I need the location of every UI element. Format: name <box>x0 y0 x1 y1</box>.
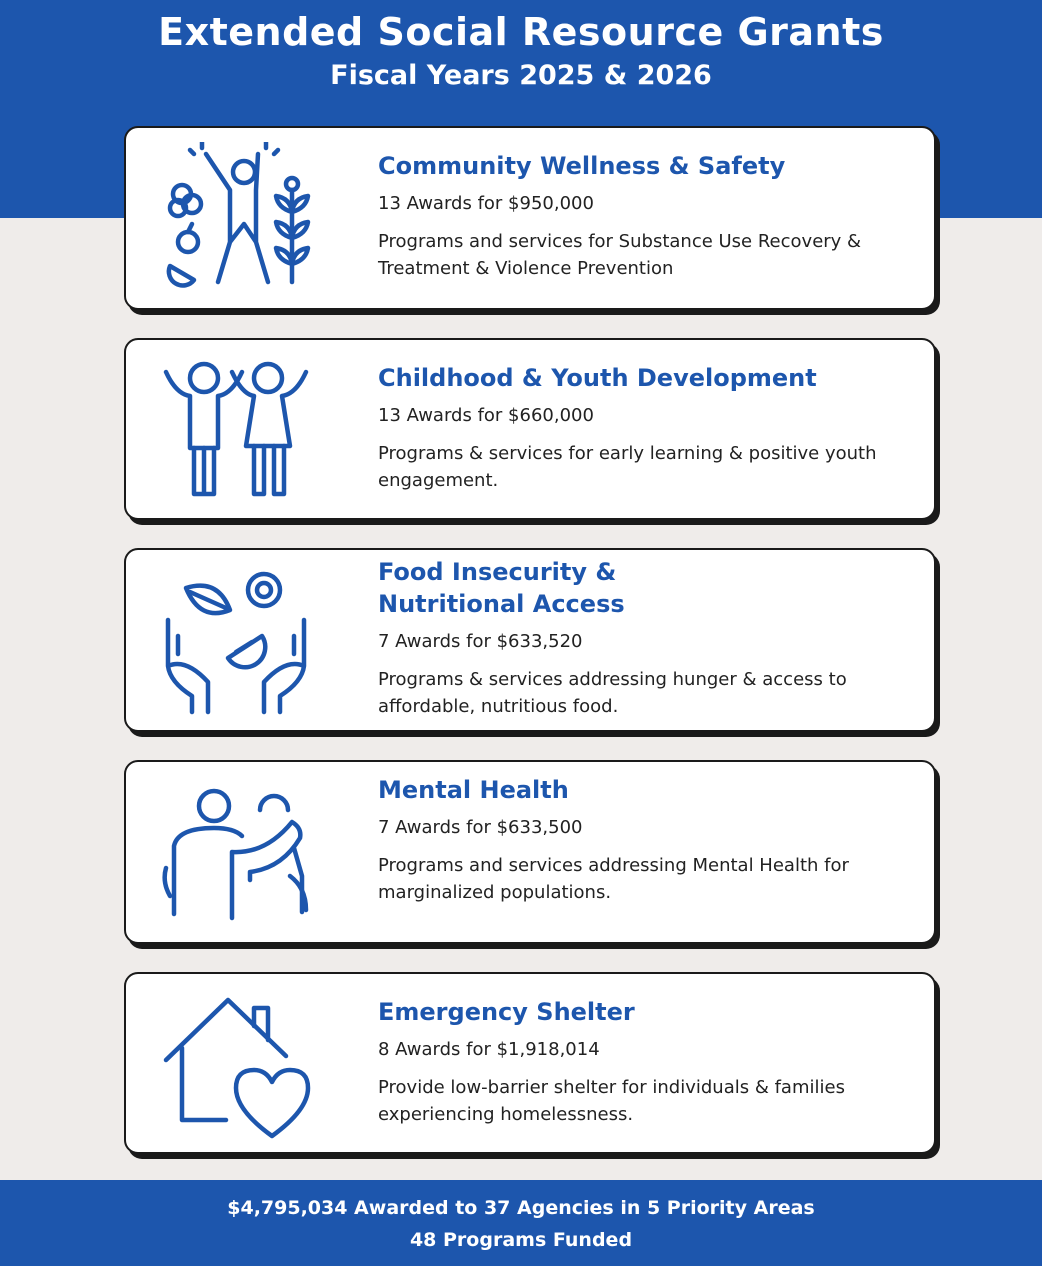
card-title: Childhood & Youth Development <box>378 364 817 392</box>
footer-programs-funded: 48 Programs Funded <box>409 1229 633 1251</box>
card-description: Provide low-barrier shelter for individuals & families experiencing homelessness. <box>378 1077 845 1125</box>
house-heart-icon <box>156 992 316 1142</box>
card-title <box>378 556 906 620</box>
supportive-people-icon <box>156 784 316 934</box>
page-subtitle: Fiscal Years 2025 & 2026 <box>330 60 712 91</box>
card-awards: 13 Awards for $660,000 <box>378 405 594 426</box>
card-awards: 7 Awards for $633,520 <box>378 631 583 652</box>
footer-total-awarded: $4,795,034 Awarded to 37 Agencies in 5 Priority Areas <box>227 1197 815 1219</box>
hands-with-food-icon <box>156 570 316 720</box>
card-title: Emergency Shelter <box>378 998 635 1026</box>
footer-band <box>0 1180 1042 1266</box>
card-title: Mental Health <box>378 776 569 804</box>
card-description: Programs & services addressing hunger & access to affordable, nutritious food. <box>378 669 847 717</box>
card-awards: 13 Awards for $950,000 <box>378 193 594 214</box>
page-title: Extended Social Resource Grants <box>158 10 884 54</box>
grant-card-community-wellness <box>124 126 936 310</box>
grant-card-mental-health <box>124 760 936 944</box>
card-title: Community Wellness & Safety <box>378 152 786 180</box>
card-description: Programs & services for early learning & positive youth engagement. <box>378 443 877 491</box>
children-icon <box>156 354 316 504</box>
grant-card-food-insecurity <box>124 548 936 732</box>
grant-card-emergency-shelter <box>124 972 936 1154</box>
card-awards: 8 Awards for $1,918,014 <box>378 1039 600 1060</box>
card-title-line2: Nutritional Access <box>378 590 625 618</box>
card-description: Programs and services addressing Mental Health for marginalized populations. <box>378 855 849 903</box>
card-title-line1: Food Insecurity & <box>378 558 617 586</box>
grant-card-childhood-youth <box>124 338 936 520</box>
card-awards: 7 Awards for $633,500 <box>378 817 583 838</box>
celebrating-person-icon <box>156 142 316 292</box>
card-description: Programs and services for Substance Use Recovery & Treatment & Violence Prevention <box>378 231 862 279</box>
